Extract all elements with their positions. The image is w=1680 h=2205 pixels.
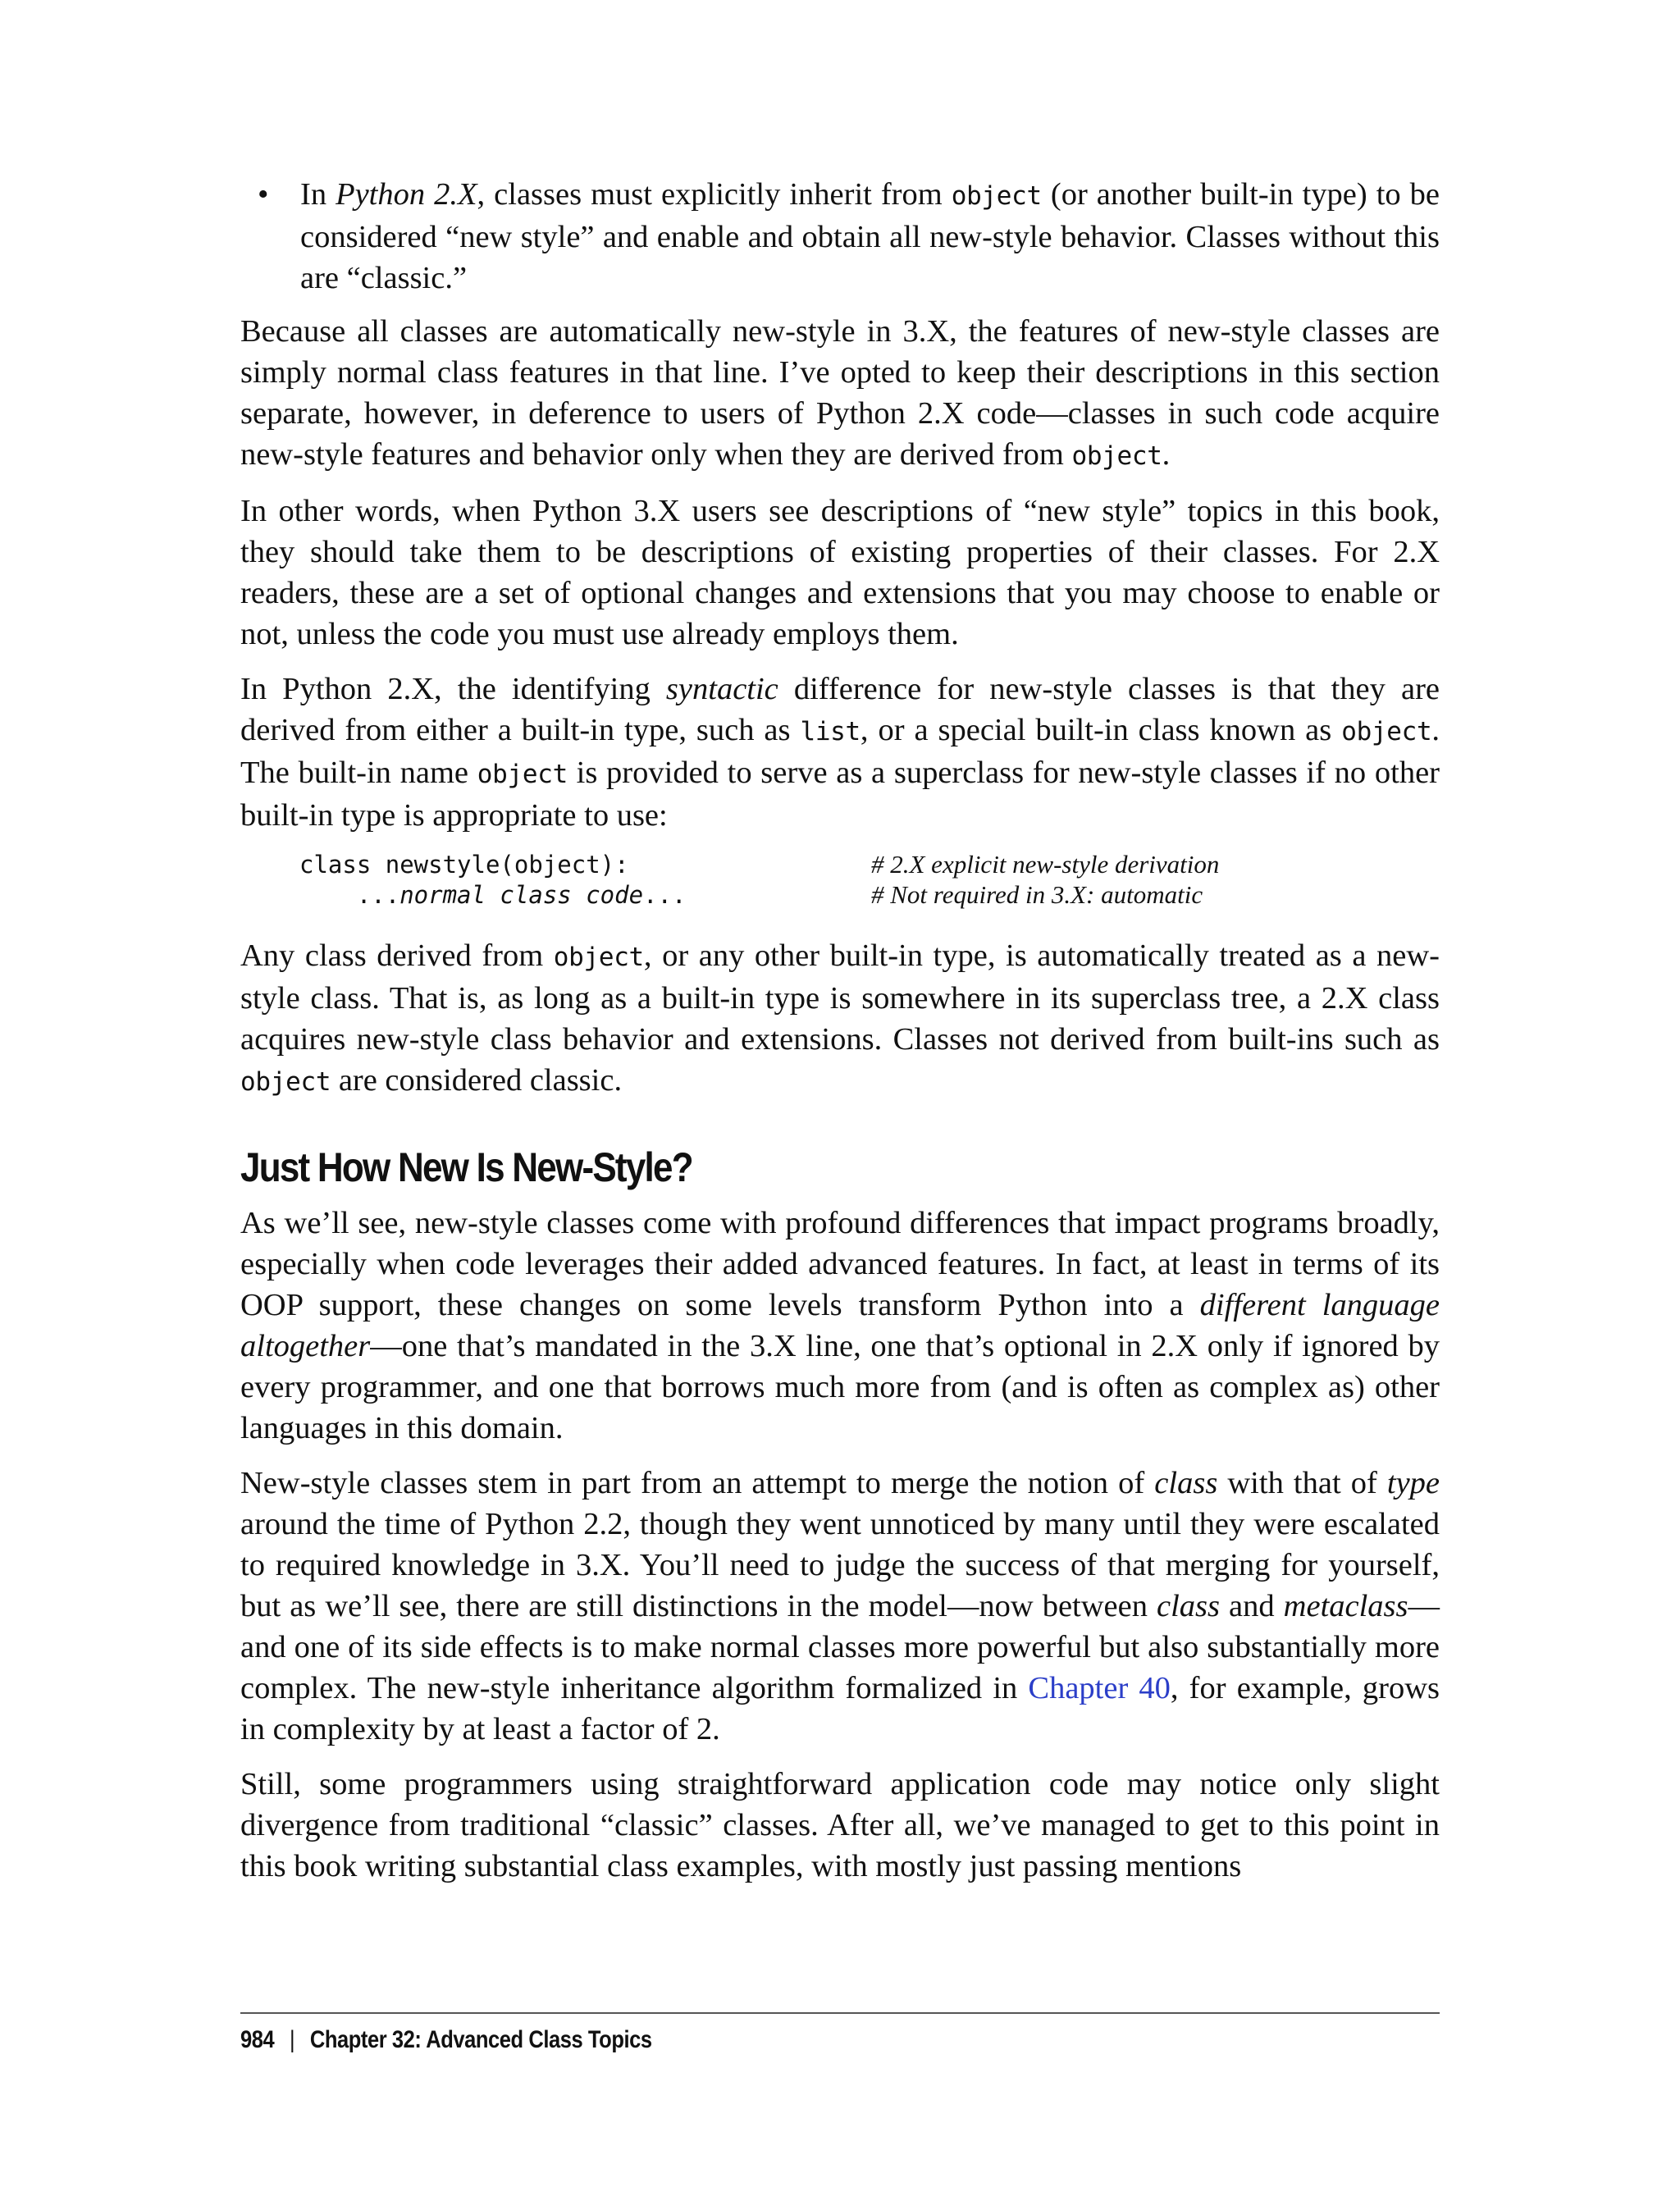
inline-code: object [240, 1067, 331, 1097]
inline-code: object [477, 760, 568, 789]
paragraph-7: Still, some programmers using straightforward application code may notice only slight divergence from traditional “classic” classes. After all, we’ve managed to get to this point in this book writing substantial class examples, with mostly just passing mentions [240, 1767, 1440, 1883]
inline-code: object [951, 181, 1042, 211]
section-heading: Just How New Is New-Style? [240, 1144, 692, 1190]
code-comment-1: # 2.X explicit new-style derivation [871, 850, 1220, 879]
inline-code: object [1341, 717, 1432, 746]
inline-code: object [553, 943, 644, 972]
chapter-40-link[interactable]: Chapter 40 [1028, 1671, 1171, 1705]
bullet-icon: • [258, 177, 269, 212]
paragraph-3: In Python 2.X, the identifying syntactic difference for new-style classes is that they are derived from either a built-in type, such as list, or a special built-in class known as object. The built-in name object is provided to serve as a superclass for new-style classes if no other built-in type is appropriate to use: [240, 672, 1440, 833]
paragraph-1: Because all classes are automatically new-style in 3.X, the features of new-style classes are simply normal class features in that line. I’ve opted to keep their descriptions in this section separate, however, in deference to users of Python 2.X code—classes in such code acquire new-style features and behavior only when they are derived from object. [240, 314, 1440, 472]
inline-code: list [800, 717, 861, 746]
inline-code: object [1071, 441, 1162, 471]
paragraph-5: As we’ll see, new-style classes come with profound differences that impact programs broadly, especially when code leverages their added advanced features. In fact, at least in terms of its OOP support, these changes on some levels transform Python into a different language altogether—one that’s mandated in the 3.X line, one that’s optional in 2.X only if ignored by every programmer, and one that borrows much more from (and is often as complex as) other languages in this domain. [240, 1206, 1440, 1445]
code-line-2: ...normal class code... [299, 881, 687, 909]
bullet-item: • In Python 2.X, classes must explicitly inherit from object (or another built-in type) to be considered “new style” and enable and obtain all new-style behavior. Classes without this are “classic.” [240, 174, 1440, 299]
paragraph-4: Any class derived from object, or any other built-in type, is automatically treated as a new-style class. That is, as long as a built-in type is somewhere in its superclass tree, a 2.X class acquires new-style class behavior and extensions. Classes not derived from built-ins such as object are considered classic. [240, 938, 1440, 1098]
code-line-1: class newstyle(object): [299, 851, 629, 879]
page-footer [240, 2024, 652, 2057]
paragraph-2: In other words, when Python 3.X users see descriptions of “new style” topics in this book, they should take them to be descriptions of existing properties of their classes. For 2.X readers, these are a set of optional changes and extensions that you may choose to enable or not, unless the code you must use already employs them. [240, 494, 1440, 651]
code-block [240, 850, 1440, 914]
running-chapter-title: Chapter 32: Advanced Class Topics [309, 2026, 652, 2053]
footer-divider [240, 2012, 1440, 2014]
page-number: 984 [240, 2026, 275, 2053]
page-content [240, 174, 1440, 1901]
code-comment-2: # Not required in 3.X: automatic [871, 880, 1203, 909]
footer-separator: | [289, 2026, 295, 2053]
paragraph-6: New-style classes stem in part from an attempt to merge the notion of class with that of type around the time of Python 2.2, though they went unnoticed by many until they were escalated to required knowledge in 3.X. You’ll need to judge the success of that merging for yourself, but as we’ll see, there are still distinctions in the model—now between class and metaclass—and one of its side effects is to make normal classes more powerful but also substantially more complex. The new-style inheritance algorithm formalized in Chapter 40, for example, grows in complexity by at least a factor of 2. [240, 1466, 1440, 1746]
